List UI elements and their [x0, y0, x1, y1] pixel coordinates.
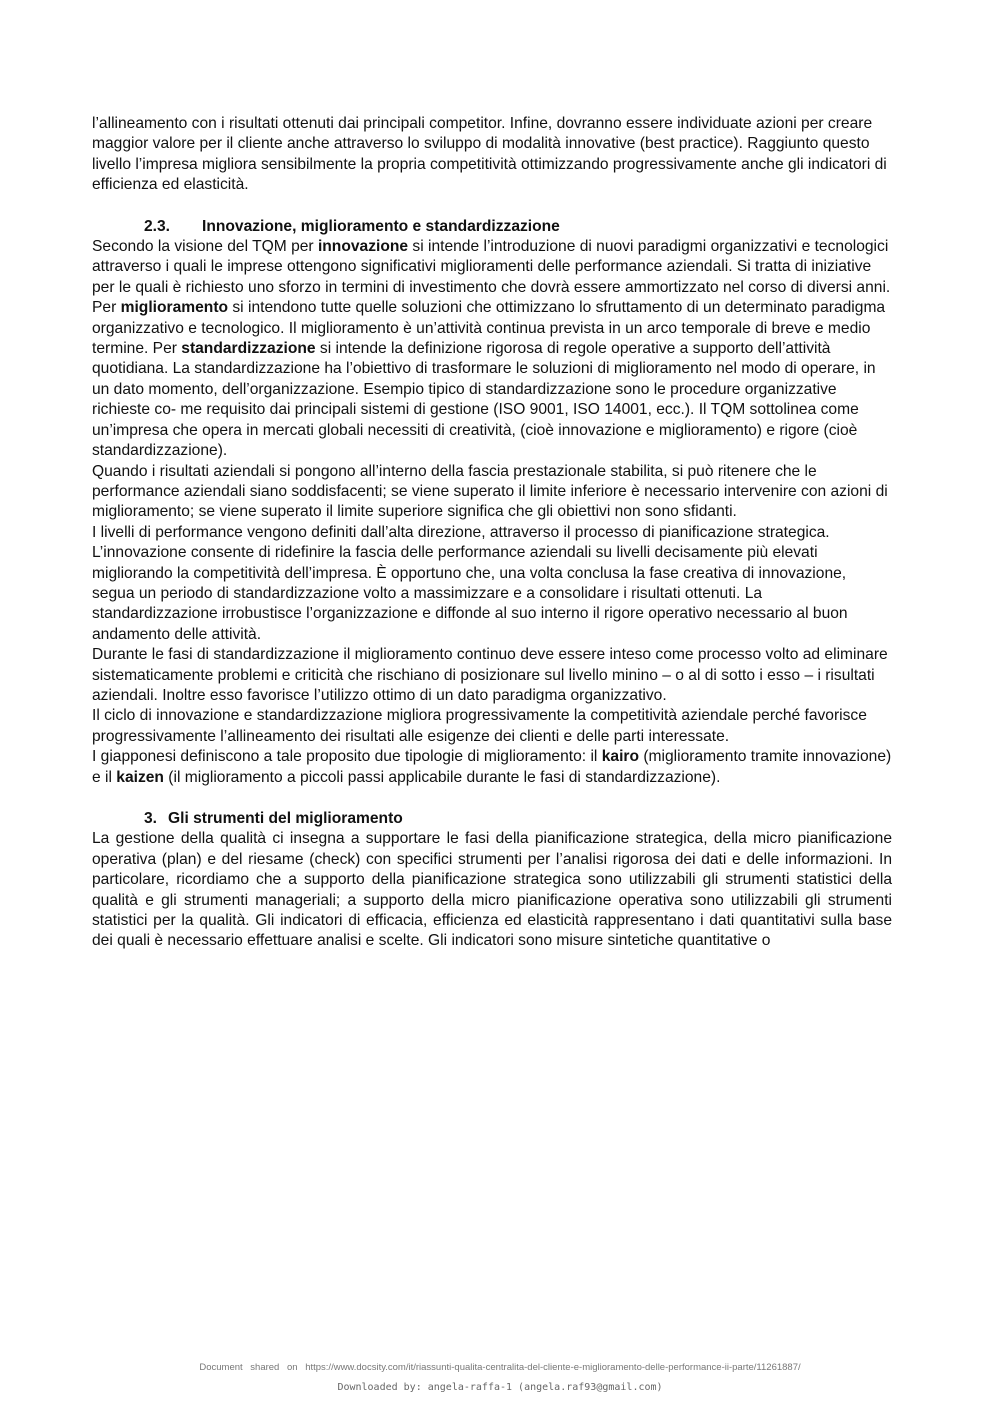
- term-innovazione: innovazione: [317, 238, 409, 256]
- section-heading-3: [92, 809, 892, 829]
- paragraph-miglioramento-continuo: Durante le fasi di standardizzazione il miglioramento continuo deve essere inteso come processo volto ad eliminare sistematicamente problemi e criticità che rischiano di posizionare sul livello minino – o al di sotto i esso – i risultati aziendali. Inoltre esso favorisce l’utilizzo ottimo di un dato paradigma organizzativo.: [92, 646, 888, 704]
- section-title: Innovazione, miglioramento e standardizzazione: [202, 217, 560, 235]
- term-kaizen: kaizen: [116, 768, 164, 786]
- section-heading-2-3: [92, 217, 892, 237]
- footer-shared-link[interactable]: Document shared on https://www.docsity.com/it/riassunti-qualita-centralita-del-cliente-e-miglioramento-delle-performance-ii-parte/11261887/: [199, 1362, 801, 1373]
- paragraph-strumenti: La gestione della qualità ci insegna a supportare le fasi della pianificazione strategica, della micro pianificazione operativa (plan) e del riesame (check) con specifici strumenti per l’analisi rigorosa dei dati e delle informazioni. In particolare, ricordiamo che a supporto della pianificazione strategica sono utilizzabili gli strumenti statistici della qualità e gli strumenti manageriali; a supporto della micro pianificazione operativa sono utilizzabili gli strumenti statistici per la qualità. Gli indicatori di efficacia, efficienza ed elasticità rappresentano i dati quantitativi sulla base dei quali è necessario effettuare analisi e scelte. Gli indicatori sono misure sintetiche quantitative o: [92, 830, 892, 950]
- term-standardizzazione: standardizzazione: [181, 340, 316, 358]
- paragraph-innovazione: Secondo la visione del TQM per innovazione si intende l’introduzione di nuovi paradigmi organizzativi e tecnologici attraverso i quali le imprese ottengono significativi miglioramenti delle performance aziendali. Si tratta di iniziative per le quali è richiesto uno sforzo in termini di investimento che dovrà essere ammortizzato nel corso di diversi anni.: [92, 238, 891, 296]
- term-miglioramento: miglioramento: [120, 299, 229, 317]
- paragraph-kairo-kaizen: I giapponesi definiscono a tale proposito due tipologie di miglioramento: il kairo (miglioramento tramite innovazione) e il kaizen (il miglioramento a piccoli passi applicabile durante le fasi di standardizzazione).: [92, 748, 892, 786]
- footer-downloaded-by: Downloaded by: angela-raffa-1 (angela.raf93@gmail.com): [337, 1382, 663, 1393]
- paragraph-livelli-performance: I livelli di performance vengono definiti dall’alta direzione, attraverso il processo di pianificazione strategica.: [92, 523, 830, 541]
- paragraph-intro: l’allineamento con i risultati ottenuti dai principali competitor. Infine, dovranno essere individuate azioni per creare maggior valore per il cliente anche attraverso lo sviluppo di modalità innovative (best practice). Raggiunto questo livello l’impresa migliora sensibilmente la propria competitività ottimizzando progressivamente anche gli indicatori di efficienza ed elasticità.: [92, 115, 887, 194]
- paragraph-ciclo: Il ciclo di innovazione e standardizzazione migliora progressivamente la competitività aziendale perché favorisce progressivamente l’allineamento dei risultati alle esigenze dei clienti e delle parti interessate.: [92, 707, 867, 745]
- section-title: Gli strumenti del miglioramento: [168, 810, 403, 827]
- section-number: 3.: [144, 810, 158, 827]
- section-number: 2.3.: [144, 217, 171, 235]
- paragraph-innovazione-fascia: L’innovazione consente di ridefinire la fascia delle performance aziendali su livelli decisamente più elevati migliorando la competitività dell’impresa. È opportuno che, una volta conclusa la fase creativa di innovazione, segua un periodo di standardizzazione volto a massimizzare e a consolidare i risultati ottenuti. La standardizzazione irrobustisce l’organizzazione e diffonde al suo interno il rigore operativo necessario al buon andamento delle attività.: [92, 544, 848, 643]
- term-kairo: kairo: [601, 748, 639, 766]
- paragraph-fascia-prestazionale: Quando i risultati aziendali si pongono all’interno della fascia prestazionale stabilita, si può ritenere che le performance aziendali siano soddisfacenti; se viene superato il limite inferiore è necessario intervenire con azioni di miglioramento; se viene superato il limite superiore significa che gli obiettivi non sono sfidanti.: [92, 462, 888, 521]
- document-body: [92, 114, 892, 952]
- paragraph-miglioramento: Per miglioramento si intendono tutte quelle soluzioni che ottimizzano lo sfruttamento di un determinato paradigma organizzativo e tecnologico. Il miglioramento è un’attività continua prevista in un arco temporale di breve e medio termine. Per standardizzazione si intende la definizione rigorosa di regole operative a supporto dell’attività quotidiana. La standardizzazione ha l’obiettivo di trasformare le soluzioni di miglioramento nel modo di operare, in un dato momento, dell’organizzazione. Esempio tipico di standardizzazione sono le procedure organizzative richieste co- me requisito dai principali sistemi di gestione (ISO 9001, ISO 14001, ecc.). Il TQM sottolinea come un’impresa che opera in mercati globali necessiti di creatività, (cioè innovazione e miglioramento) e rigore (cioè standardizzazione).: [92, 299, 886, 460]
